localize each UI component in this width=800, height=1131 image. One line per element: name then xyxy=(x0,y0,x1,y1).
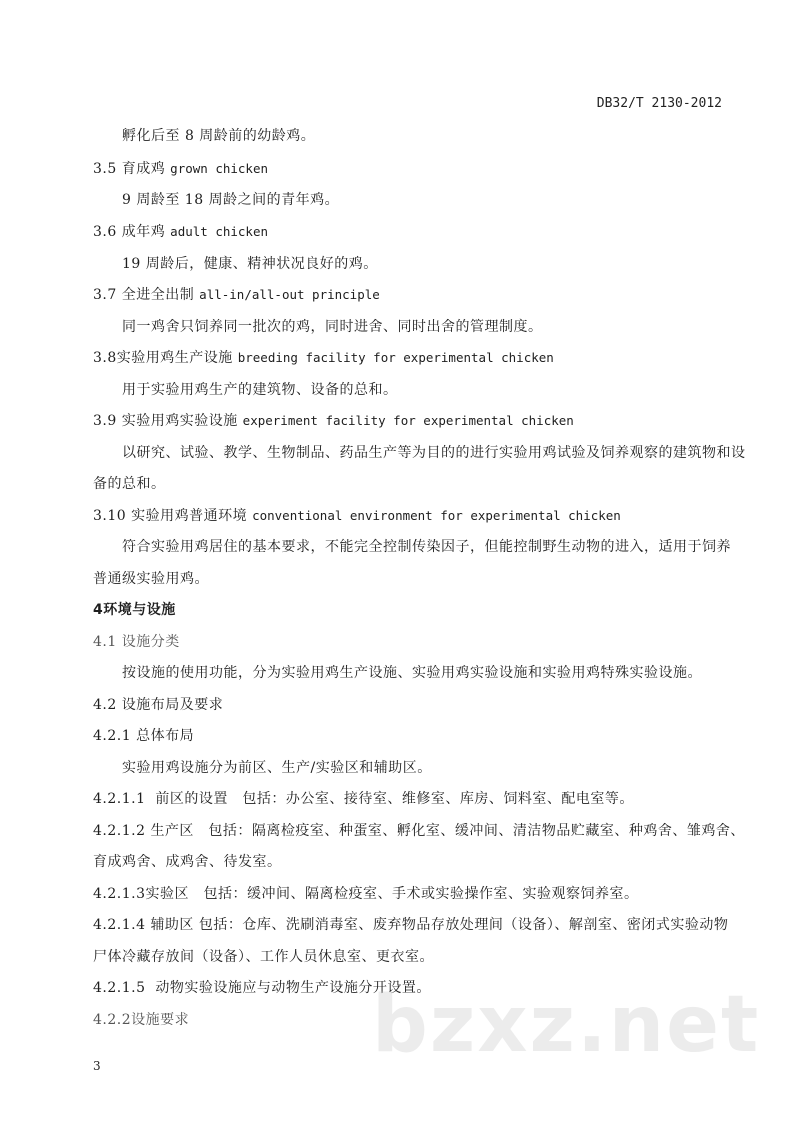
paragraph-text: 按设施的使用功能，分为实验用鸡生产设施、实验用鸡实验设施和实验用鸡特殊实验设施。 xyxy=(122,665,702,681)
definition-text: 用于实验用鸡生产的建筑物、设备的总和。 xyxy=(122,382,398,398)
term-heading: 3.8实验用鸡生产设施 breeding facility for experimental chicken xyxy=(93,350,554,366)
clause-text: 4.2.1.3实验区 包括：缓冲间、隔离检疫室、手术或实验操作室、实验观察饲养室。 xyxy=(93,886,639,902)
paragraph-text: 实验用鸡设施分为前区、生产/实验区和辅助区。 xyxy=(122,760,432,776)
clause-text: 4.2.1.2 生产区 包括：隔离检疫室、种蛋室、孵化室、缓冲间、清洁物品贮藏室、种鸡舍、雏鸡舍、 xyxy=(93,823,745,839)
subsection-heading: 4.2 设施布局及要求 xyxy=(93,697,224,713)
term-heading: 3.6 成年鸡 adult chicken xyxy=(93,224,269,240)
watermark: bzxz.net xyxy=(372,980,761,1070)
definition-text: 9 周龄至 18 周龄之间的青年鸡。 xyxy=(122,192,340,208)
subsection-heading: 4.2.2设施要求 xyxy=(93,1012,190,1028)
section-heading: 4环境与设施 xyxy=(93,602,176,618)
clause-text: 4.2.1.4 辅助区 包括：仓库、洗刷消毒室、废弃物品存放处理间（设备）、解剖室、密闭式实验动物 xyxy=(93,917,729,933)
term-heading: 3.5 育成鸡 grown chicken xyxy=(93,161,269,177)
page-number: 3 xyxy=(93,1059,101,1073)
definition-text: 19 周龄后，健康、精神状况良好的鸡。 xyxy=(122,256,378,272)
term-heading: 3.10 实验用鸡普通环境 conventional environment for experimental chicken xyxy=(93,508,621,524)
clause-text: 4.2.1.5 动物实验设施应与动物生产设施分开设置。 xyxy=(93,980,431,996)
clause-text: 尸体冷藏存放间（设备）、工作人员休息室、更衣室。 xyxy=(93,949,434,965)
definition-text: 孵化后至 8 周龄前的幼龄鸡。 xyxy=(122,128,316,144)
subsection-heading: 4.2.1 总体布局 xyxy=(93,728,195,744)
clause-text: 4.2.1.1 前区的设置 包括：办公室、接待室、维修室、库房、饲料室、配电室等。 xyxy=(93,791,634,807)
term-heading: 3.7 全进全出制 all-in/all-out principle xyxy=(93,287,380,303)
definition-text: 普通级实验用鸡。 xyxy=(93,571,209,587)
definition-text: 以研究、试验、教学、生物制品、药品生产等为目的的进行实验用鸡试验及饲养观察的建筑物和设 xyxy=(122,445,746,461)
definition-text: 同一鸡舍只饲养同一批次的鸡，同时进舍、同时出舍的管理制度。 xyxy=(122,319,543,335)
document-code: DB32/T 2130-2012 xyxy=(596,96,722,111)
clause-text: 育成鸡舍、成鸡舍、待发室。 xyxy=(93,854,282,870)
subsection-heading: 4.1 设施分类 xyxy=(93,634,180,650)
definition-text: 符合实验用鸡居住的基本要求，不能完全控制传染因子，但能控制野生动物的进入，适用于饲养 xyxy=(122,539,731,555)
definition-text: 备的总和。 xyxy=(93,476,166,492)
term-heading: 3.9 实验用鸡实验设施 experiment facility for experimental chicken xyxy=(93,413,574,429)
